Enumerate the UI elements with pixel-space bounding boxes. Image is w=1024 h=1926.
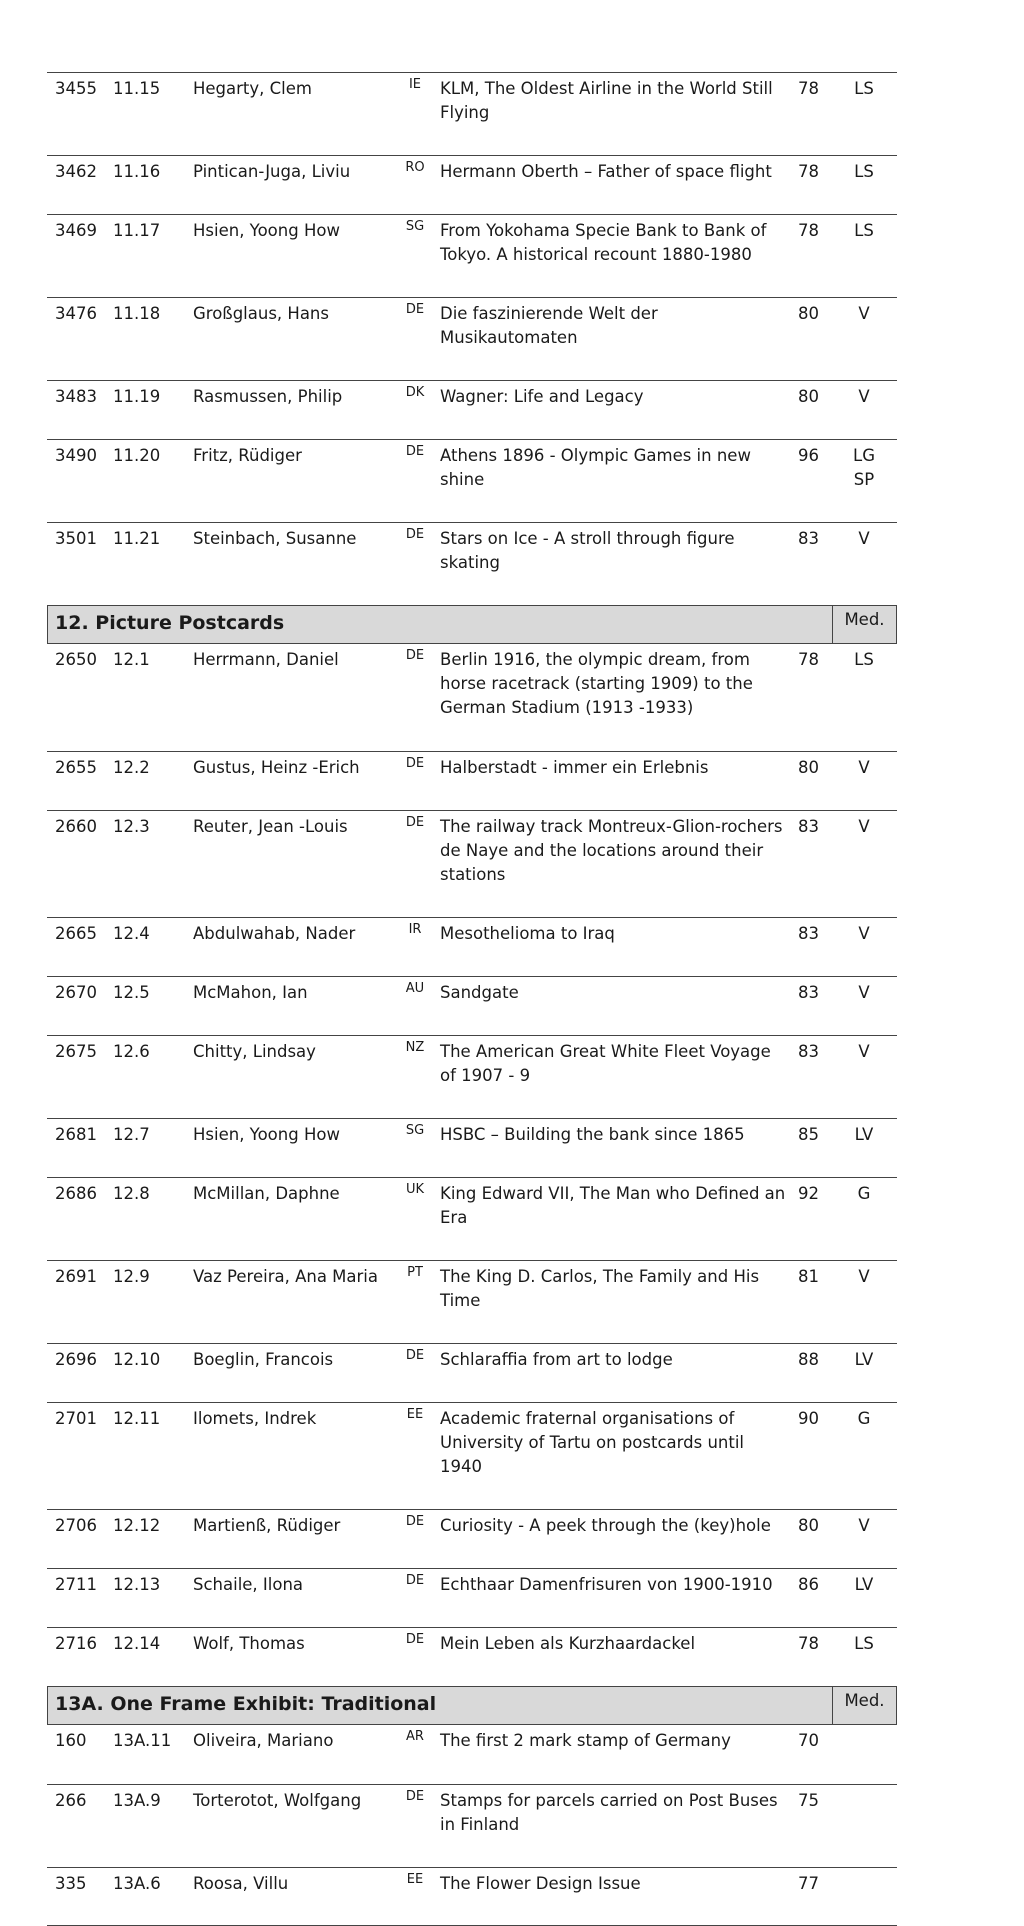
exhibitor-name: Schaile, Ilona	[193, 1575, 304, 1594]
class-code: 12.7	[113, 1125, 150, 1144]
medal: V	[858, 1516, 870, 1535]
points: 77	[798, 1874, 819, 1893]
class-code: 12.14	[113, 1634, 161, 1653]
medal: G	[857, 1184, 871, 1203]
exhibit-number: 2696	[55, 1350, 97, 1369]
exhibitor-name: Ilomets, Indrek	[193, 1409, 317, 1428]
table-row	[47, 522, 897, 605]
medal: V	[858, 983, 870, 1002]
country-code: DK	[405, 385, 425, 400]
table-row	[47, 1568, 897, 1627]
class-code: 12.3	[113, 817, 150, 836]
exhibit-title: Stars on Ice - A stroll through figure skating	[440, 529, 735, 572]
medal: V	[858, 1267, 870, 1286]
points: 80	[798, 758, 819, 777]
table-row	[47, 155, 897, 214]
section-header	[47, 605, 897, 644]
class-code: 11.19	[113, 387, 161, 406]
exhibit-number: 3501	[55, 529, 97, 548]
exhibit-number: 3462	[55, 162, 97, 181]
exhibitor-name: Hegarty, Clem	[193, 79, 312, 98]
class-code: 12.10	[113, 1350, 161, 1369]
points: 83	[798, 983, 819, 1002]
exhibit-number: 2706	[55, 1516, 97, 1535]
exhibit-number: 2701	[55, 1409, 97, 1428]
points: 80	[798, 387, 819, 406]
medal: LV	[854, 1350, 874, 1369]
exhibitor-name: Abdulwahab, Nader	[193, 924, 356, 943]
points: 80	[798, 1516, 819, 1535]
medal: LV	[854, 1575, 874, 1594]
exhibit-number: 3469	[55, 221, 97, 240]
exhibit-title: Berlin 1916, the olympic dream, from horse racetrack (starting 1909) to the German Stadium (1913 -1933)	[440, 650, 753, 717]
exhibit-title: HSBC – Building the bank since 1865	[440, 1125, 745, 1144]
medal: LS	[854, 1634, 874, 1653]
table-row	[47, 1867, 897, 1926]
exhibit-number: 2660	[55, 817, 97, 836]
medal-column-header: Med.	[832, 606, 896, 643]
section-header	[47, 1686, 897, 1725]
class-code: 11.16	[113, 162, 161, 181]
exhibit-number: 2691	[55, 1267, 97, 1286]
country-code: RO	[405, 160, 425, 175]
exhibit-number: 3490	[55, 446, 97, 465]
exhibitor-name: Fritz, Rüdiger	[193, 446, 302, 465]
class-code: 12.11	[113, 1409, 161, 1428]
class-code: 12.6	[113, 1042, 150, 1061]
points: 88	[798, 1350, 819, 1369]
exhibit-title: Mein Leben als Kurzhaardackel	[440, 1634, 696, 1653]
class-code: 12.8	[113, 1184, 150, 1203]
country-code: DE	[405, 1573, 425, 1588]
exhibit-title: Die faszinierende Welt der Musikautomaten	[440, 304, 658, 347]
class-code: 13A.11	[113, 1731, 172, 1750]
medal: V	[858, 1042, 870, 1061]
medal: LS	[854, 162, 874, 181]
exhibit-number: 2675	[55, 1042, 97, 1061]
exhibit-title: King Edward VII, The Man who Defined an Era	[440, 1184, 786, 1227]
exhibit-number: 2665	[55, 924, 97, 943]
country-code: DE	[405, 1348, 425, 1363]
table-row	[47, 1260, 897, 1343]
exhibit-number: 2686	[55, 1184, 97, 1203]
exhibitor-name: Rasmussen, Philip	[193, 387, 343, 406]
exhibit-title: Curiosity - A peek through the (key)hole	[440, 1516, 771, 1535]
points: 75	[798, 1791, 819, 1810]
table-row	[47, 644, 897, 751]
table-row	[47, 1784, 897, 1867]
class-code: 12.5	[113, 983, 150, 1002]
table-row	[47, 1343, 897, 1402]
medal: LS	[854, 79, 874, 98]
class-code: 12.4	[113, 924, 150, 943]
table-row	[47, 810, 897, 917]
exhibit-title: Hermann Oberth – Father of space flight	[440, 162, 772, 181]
country-code: NZ	[405, 1040, 425, 1055]
exhibitor-name: Pintican-Juga, Liviu	[193, 162, 351, 181]
class-code: 12.13	[113, 1575, 161, 1594]
country-code: AR	[406, 1729, 424, 1744]
exhibit-number: 266	[55, 1791, 87, 1810]
exhibitor-name: Großglaus, Hans	[193, 304, 329, 323]
exhibitor-name: Hsien, Yoong How	[193, 1125, 340, 1144]
exhibitor-name: Vaz Pereira, Ana Maria	[193, 1267, 379, 1286]
exhibit-title: The railway track Montreux-Glion-rochers de Naye and the locations around their stations	[440, 817, 783, 884]
exhibit-title: Schlaraffia from art to lodge	[440, 1350, 673, 1369]
country-code: SG	[405, 1123, 425, 1138]
table-row	[47, 1725, 897, 1784]
medal-line: LG	[853, 446, 875, 465]
section-title: 12. Picture Postcards	[55, 612, 285, 634]
medal: G	[857, 1409, 871, 1428]
country-code: DE	[405, 302, 425, 317]
exhibitor-name: Hsien, Yoong How	[193, 221, 340, 240]
country-code: SG	[405, 219, 425, 234]
medal: V	[858, 924, 870, 943]
table-row	[47, 751, 897, 810]
medal-column-header: Med.	[832, 1687, 896, 1724]
medal: V	[858, 529, 870, 548]
table-row	[47, 1118, 897, 1177]
country-code: DE	[405, 1514, 425, 1529]
exhibit-title: The first 2 mark stamp of Germany	[440, 1731, 731, 1750]
table-row	[47, 1177, 897, 1260]
exhibit-number: 2716	[55, 1634, 97, 1653]
class-code: 11.21	[113, 529, 161, 548]
country-code: DE	[405, 648, 425, 663]
exhibitor-name: Torterotot, Wolfgang	[193, 1791, 362, 1810]
class-code: 12.1	[113, 650, 150, 669]
exhibit-title: Echthaar Damenfrisuren von 1900-1910	[440, 1575, 773, 1594]
points: 78	[798, 1634, 819, 1653]
exhibitor-name: McMillan, Daphne	[193, 1184, 340, 1203]
table-row	[47, 72, 897, 155]
points: 70	[798, 1731, 819, 1750]
table-row	[47, 1627, 897, 1686]
exhibit-title: Wagner: Life and Legacy	[440, 387, 644, 406]
class-code: 12.9	[113, 1267, 150, 1286]
medal: V	[858, 387, 870, 406]
exhibit-title: Academic fraternal organisations of University of Tartu on postcards until 1940	[440, 1409, 745, 1476]
exhibitor-name: Roosa, Villu	[193, 1874, 289, 1893]
medal: LV	[854, 1125, 874, 1144]
points: 78	[798, 650, 819, 669]
class-code: 12.12	[113, 1516, 161, 1535]
points: 78	[798, 221, 819, 240]
country-code: DE	[405, 1789, 425, 1804]
exhibit-title: Mesothelioma to Iraq	[440, 924, 615, 943]
results-table	[47, 72, 897, 1926]
points: 86	[798, 1575, 819, 1594]
class-code: 11.20	[113, 446, 161, 465]
medal	[839, 444, 889, 492]
points: 81	[798, 1267, 819, 1286]
medal: LS	[854, 650, 874, 669]
country-code: DE	[405, 444, 425, 459]
exhibitor-name: Gustus, Heinz -Erich	[193, 758, 360, 777]
exhibit-title: The American Great White Fleet Voyage of 1907 - 9	[440, 1042, 771, 1085]
points: 83	[798, 924, 819, 943]
points: 90	[798, 1409, 819, 1428]
exhibit-title: Sandgate	[440, 983, 519, 1002]
country-code: IE	[408, 77, 422, 92]
exhibitor-name: Wolf, Thomas	[193, 1634, 305, 1653]
points: 80	[798, 304, 819, 323]
table-row	[47, 297, 897, 380]
exhibitor-name: Steinbach, Susanne	[193, 529, 357, 548]
points: 83	[798, 529, 819, 548]
points: 96	[798, 446, 819, 465]
exhibit-number: 2650	[55, 650, 97, 669]
exhibitor-name: Reuter, Jean -Louis	[193, 817, 348, 836]
table-row	[47, 1509, 897, 1568]
points: 83	[798, 1042, 819, 1061]
exhibit-number: 2670	[55, 983, 97, 1002]
table-row	[47, 976, 897, 1035]
exhibit-title: Stamps for parcels carried on Post Buses in Finland	[440, 1791, 778, 1834]
class-code: 12.2	[113, 758, 150, 777]
class-code: 11.17	[113, 221, 161, 240]
country-code: DE	[405, 1632, 425, 1647]
exhibitor-name: Oliveira, Mariano	[193, 1731, 334, 1750]
medal: V	[858, 758, 870, 777]
exhibit-title: From Yokohama Specie Bank to Bank of Tokyo. A historical recount 1880-1980	[440, 221, 767, 264]
exhibit-number: 2655	[55, 758, 97, 777]
country-code: AU	[405, 981, 425, 996]
exhibit-title: The Flower Design Issue	[440, 1874, 641, 1893]
table-row	[47, 917, 897, 976]
points: 83	[798, 817, 819, 836]
exhibit-number: 335	[55, 1874, 87, 1893]
points: 78	[798, 79, 819, 98]
country-code: DE	[405, 527, 425, 542]
table-row	[47, 214, 897, 297]
class-code: 13A.6	[113, 1874, 161, 1893]
country-code: EE	[406, 1407, 424, 1422]
exhibit-title: Halberstadt - immer ein Erlebnis	[440, 758, 709, 777]
exhibitor-name: Martienß, Rüdiger	[193, 1516, 341, 1535]
exhibitor-name: Chitty, Lindsay	[193, 1042, 316, 1061]
exhibit-title: The King D. Carlos, The Family and His Time	[440, 1267, 760, 1310]
medal: V	[858, 817, 870, 836]
exhibitor-name: Herrmann, Daniel	[193, 650, 339, 669]
exhibit-title: KLM, The Oldest Airline in the World Still Flying	[440, 79, 773, 122]
class-code: 13A.9	[113, 1791, 161, 1810]
exhibit-number: 3483	[55, 387, 97, 406]
medal: LS	[854, 221, 874, 240]
exhibit-title: Athens 1896 - Olympic Games in new shine	[440, 446, 751, 489]
points: 78	[798, 162, 819, 181]
country-code: DE	[405, 756, 425, 771]
country-code: EE	[406, 1872, 424, 1887]
exhibitor-name: Boeglin, Francois	[193, 1350, 334, 1369]
exhibitor-name: McMahon, Ian	[193, 983, 308, 1002]
table-row	[47, 380, 897, 439]
class-code: 11.18	[113, 304, 161, 323]
table-row	[47, 1402, 897, 1509]
country-code: UK	[405, 1182, 425, 1197]
table-row	[47, 1035, 897, 1118]
medal-line: SP	[853, 470, 875, 489]
exhibit-number: 3476	[55, 304, 97, 323]
exhibit-number: 2681	[55, 1125, 97, 1144]
country-code: DE	[405, 815, 425, 830]
country-code: IR	[408, 922, 422, 937]
section-title: 13A. One Frame Exhibit: Traditional	[55, 1693, 437, 1715]
exhibit-number: 3455	[55, 79, 97, 98]
country-code: PT	[407, 1265, 423, 1280]
table-row	[47, 439, 897, 522]
exhibit-number: 160	[55, 1731, 87, 1750]
medal: V	[858, 304, 870, 323]
points: 92	[798, 1184, 819, 1203]
exhibit-number: 2711	[55, 1575, 97, 1594]
class-code: 11.15	[113, 79, 161, 98]
points: 85	[798, 1125, 819, 1144]
